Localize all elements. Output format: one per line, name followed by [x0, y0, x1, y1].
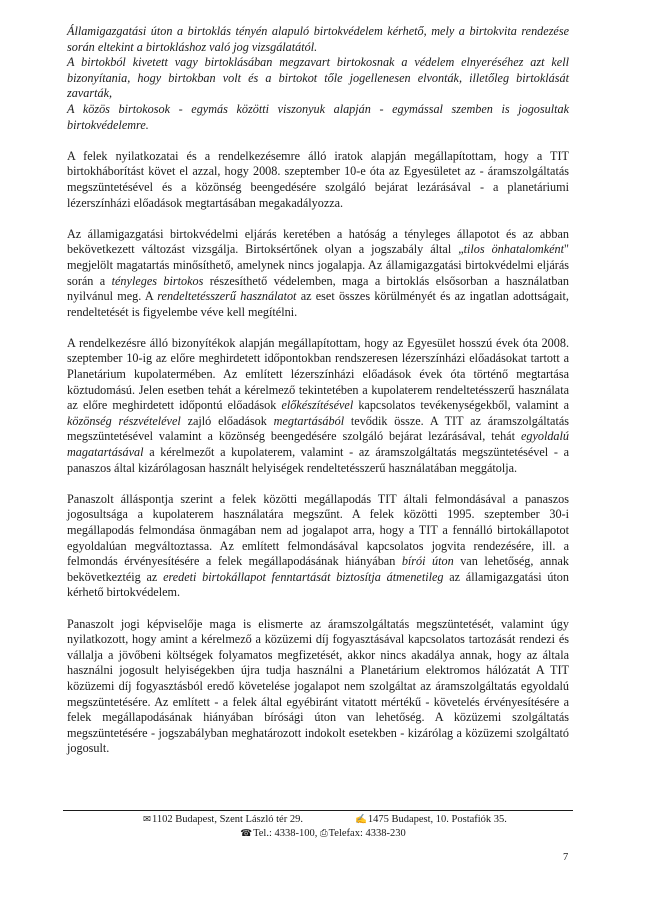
italic-emphasis: tilos önhatalomként — [463, 242, 565, 257]
fax-icon: ⎙ — [320, 829, 328, 839]
paragraph-evidence — [67, 336, 569, 476]
text-run: van lehetőség, annak bekövetkeztéig az — [67, 554, 569, 584]
document-page — [67, 24, 569, 773]
footer-address: ✉1102 Budapest, Szent László tér 29. — [143, 814, 303, 825]
text-run: az eset összes körülményét és az ingatlan adottságait, rendeltetését is figyelembe véve kell megítélni. — [67, 289, 569, 319]
paragraph-finding — [67, 149, 569, 211]
italic-emphasis: bírói úton — [401, 554, 454, 569]
page-number: 7 — [563, 852, 569, 863]
text-run: A felek nyilatkozatai és a rendelkezésemre álló iratok alapján megállapítottam, hogy a TIT birtokháborítást követ el azzal, hogy 2008. szeptember 10-e óta az Egyesületet az - áramszolgáltatás megszüntetésével és a közönség beengedésére szolgáló bejárat lezárásával - a planetáriumi lézerszínházi előadások megtartásában megakadályozza. — [67, 148, 569, 210]
text-run: a kérelmezőt a kupolaterem, valamint - az áramszolgáltatás megszüntetésével - a panaszos által kizárólagosan használt helyiségek rendeltetésszerű használatában meggátolja. — [67, 445, 569, 475]
text-run: tevődik össze. A TIT az áramszolgáltatás megszüntetésével valamint a közönség beengedésére szolgáló bejárat lezárásával, tehát — [67, 413, 570, 444]
paragraph-respondent-position — [67, 492, 569, 601]
text-run: Panaszolt jogi képviselője maga is elismerte az áramszolgáltatás megszüntetését, valamint úgy nyilatkozott, hogy amint a kérelmező a közüzemi díj fogyasztásával kapcsolatos tartozását rendezi és vállalja a jövőbeni költségek folyamatos megfizetését, akkor nincs akadálya annak, hogy az általa használni jogosult helyiségekben újra tudja használni a Planetárium elektromos hálózatát A TIT közüzemi díj fogyasztásból eredő követelése jogalapot nem szolgáltat az áramszolgáltatás egyoldalú megszüntetésére. Az említett - a felek által egyébiránt vitatott mértékű - követelés érvényesítésére a felek megállapodásának hiányában bírósági úton van lehetőség. A közüzemi szolgáltatás megszüntetésére - jogszabályban meghatározott indokolt esetekben - kizárólag a közüzemi szolgáltató jogosult. — [67, 616, 569, 756]
italic-emphasis: eredeti birtokállapot fenntartását biztosítja átmenetileg — [163, 569, 444, 584]
italic-emphasis: tényleges birtokos — [111, 273, 204, 288]
footer-phone: Tel.: 4338-100, — [253, 828, 318, 839]
italic-emphasis: előkészítésével — [281, 398, 354, 413]
italic-emphasis: egyoldalú magatartásával — [67, 429, 569, 460]
legal-quote-block — [67, 24, 569, 133]
quote-line: A birtokból kivetett vagy birtoklásában megzavart birtokosnak a védelem elnyeréséhez azt kell bizonyítania, hogy birtokban volt és a birtokot tőle jogellenesen elvonták, illetőleg birtoklását zavarták, — [67, 55, 569, 101]
quote-line: Államigazgatási úton a birtoklás tényén alapuló birtokvédelem kérhető, mely a birtokvita rendezése során eltekint a birtokláshoz való jog vizsgálatától. — [67, 24, 569, 54]
footer-pobox: ✍1475 Budapest, 10. Postafiók 35. — [354, 814, 507, 825]
italic-emphasis: rendeltetésszerű használatot — [157, 289, 297, 304]
quote-line: A közös birtokosok - egymás közötti viszonyuk alapján - egymással szemben is jogosultak birtokvédelemre. — [67, 101, 569, 132]
italic-emphasis: közönség részvételével — [67, 413, 181, 428]
paragraph-procedure — [67, 227, 569, 321]
envelope-icon: ✉ — [143, 815, 152, 825]
text-run: Az államigazgatási birtokvédelmi eljárás keretében a hatóság a tényleges állapotot és az abban bekövetkezett változást vizsgálja. Birtoksértőnek olyan a jogszabály által „ — [67, 226, 569, 257]
letterhead-footer — [63, 810, 573, 841]
mailbox-icon: ✍ — [354, 815, 367, 825]
text-run: az államigazgatási úton kérhető birtokvédelem. — [67, 569, 569, 600]
italic-emphasis: megtartásából — [273, 413, 345, 428]
text-run: Panaszolt álláspontja szerint a felek közötti megállapodás TIT általi felmondásával a panaszos jogosultsága a kupolaterem használatára megszűnt. A felek közötti 1995. szeptember 30-i megállapodás felmondása önmagában nem ad jogalapot arra, hogy a TIT a fennálló birtokállapotot egyoldalúan megváltoztassa. Az említett felmondásával kapcsolatos jogvita rendezésére, ill. a felmondás érvényesítésére a felek megállapodásának hiányában — [67, 491, 569, 569]
text-run: zajló előadások — [180, 413, 274, 428]
telephone-icon: ☎ — [240, 829, 253, 839]
text-run: részesíthető védelemben, maga a birtoklás elsősorban a használatban nyilvánul meg. A — [67, 273, 569, 304]
text-run: A rendelkezésre álló bizonyítékok alapján megállapítottam, hogy az Egyesület hosszú évek óta 2008. szeptember 10-ig az előre meghirdetett időpontokban rendszeresen lézerszínházi előadásokat tartott a Planetárium kupolatermében. Az említett lézerszínházi előadások évek óta történő megtartása köztudomású. Jelen esetben tehát a kérelmező tekintetében a kupolaterem rendeltetésszerű használata az előre meghirdetett időpontú előadások — [67, 335, 569, 413]
paragraph-legal-representative — [67, 617, 569, 757]
text-run: " megjelölt magatartás minősíthető, amelynek nincs jogalapja. Az államigazgatási birtokvédelmi eljárás során a — [67, 242, 570, 288]
text-run: kapcsolatos tevékenységekből, valamint a — [353, 398, 569, 413]
footer-fax: Telefax: 4338-230 — [328, 828, 406, 839]
